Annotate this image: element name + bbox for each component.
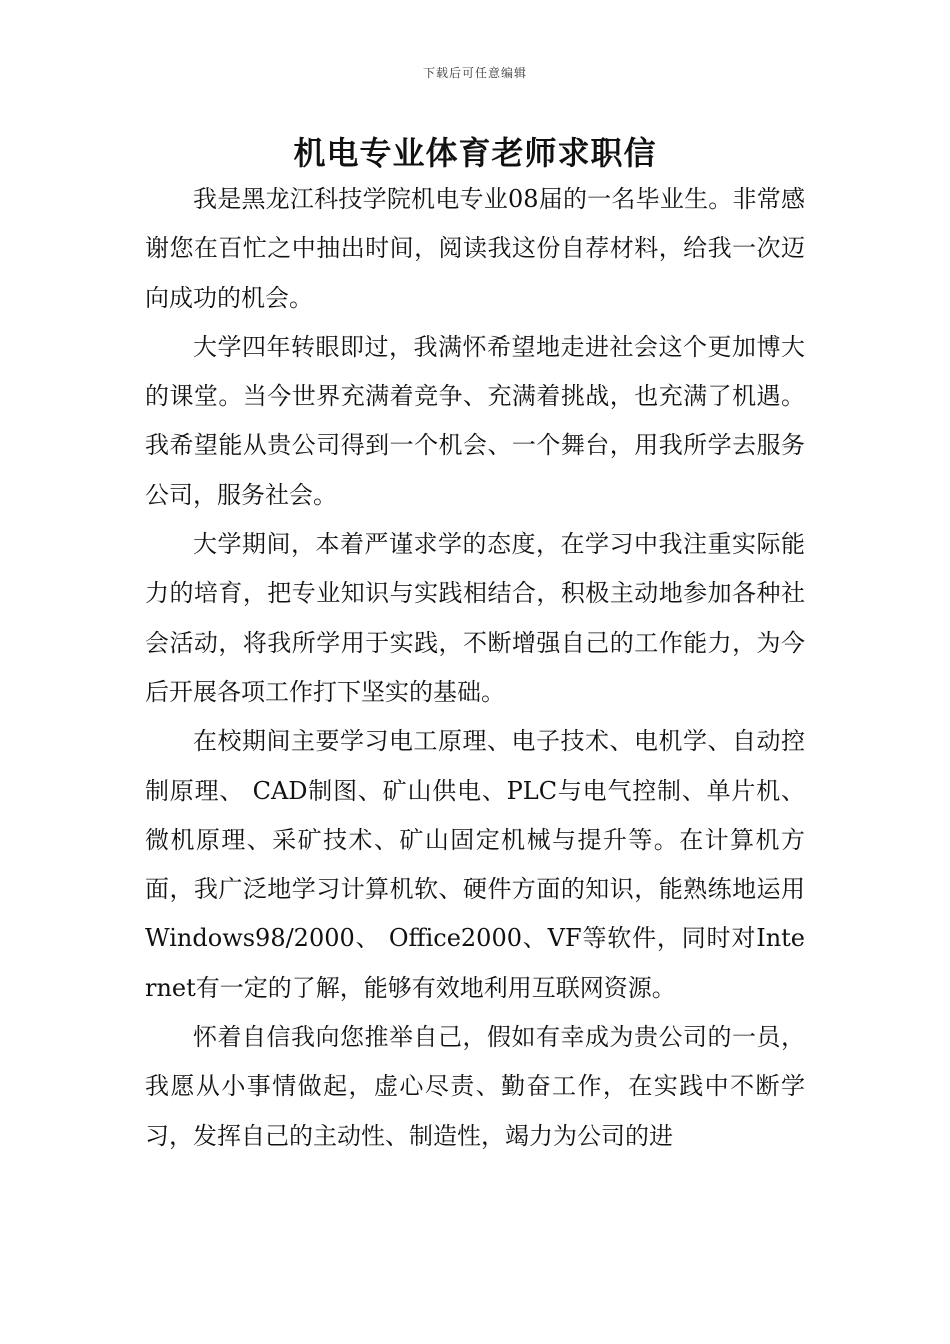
letter-body	[145, 175, 805, 1161]
paragraph-1: 我是黑龙江科技学院机电专业08届的一名毕业生。非常感谢您在百忙之中抽出时间，阅读我这份自荐材料，给我一次迈向成功的机会。	[145, 185, 805, 312]
paragraph-3: 大学期间，本着严谨求学的态度，在学习中我注重实际能力的培育，把专业知识与实践相结合，积极主动地参加各种社会活动，将我所学用于实践，不断增强自己的工作能力，为今后开展各项工作打下坚实的基础。	[145, 530, 805, 706]
paragraph-5: 怀着自信我向您推举自己，假如有幸成为贵公司的一员，我愿从小事情做起，虚心尽责、勤奋工作，在实践中不断学习，发挥自己的主动性、制造性，竭力为公司的进	[145, 1023, 805, 1150]
paragraph-4: 在校期间主要学习电工原理、电子技术、电机学、自动控制原理、 CAD制图、矿山供电、PLC与电气控制、单片机、微机原理、采矿技术、矿山固定机械与提升等。在计算机方面，我广泛地学习计算机软、硬件方面的知识，能熟练地运用 Windows98/2000、 Office2000、VF等软件，同时对Internet有一定的了解，能够有效地利用互联网资源。	[145, 727, 805, 1002]
paragraph-2: 大学四年转眼即过，我满怀希望地走进社会这个更加博大的课堂。当今世界充满着竞争、充满着挑战，也充满了机遇。我希望能从贵公司得到一个机会、一个舞台，用我所学去服务公司，服务社会。	[145, 332, 805, 509]
page-title: 机电专业体育老师求职信	[293, 134, 657, 172]
header-note: 下载后可任意编辑	[422, 66, 527, 80]
